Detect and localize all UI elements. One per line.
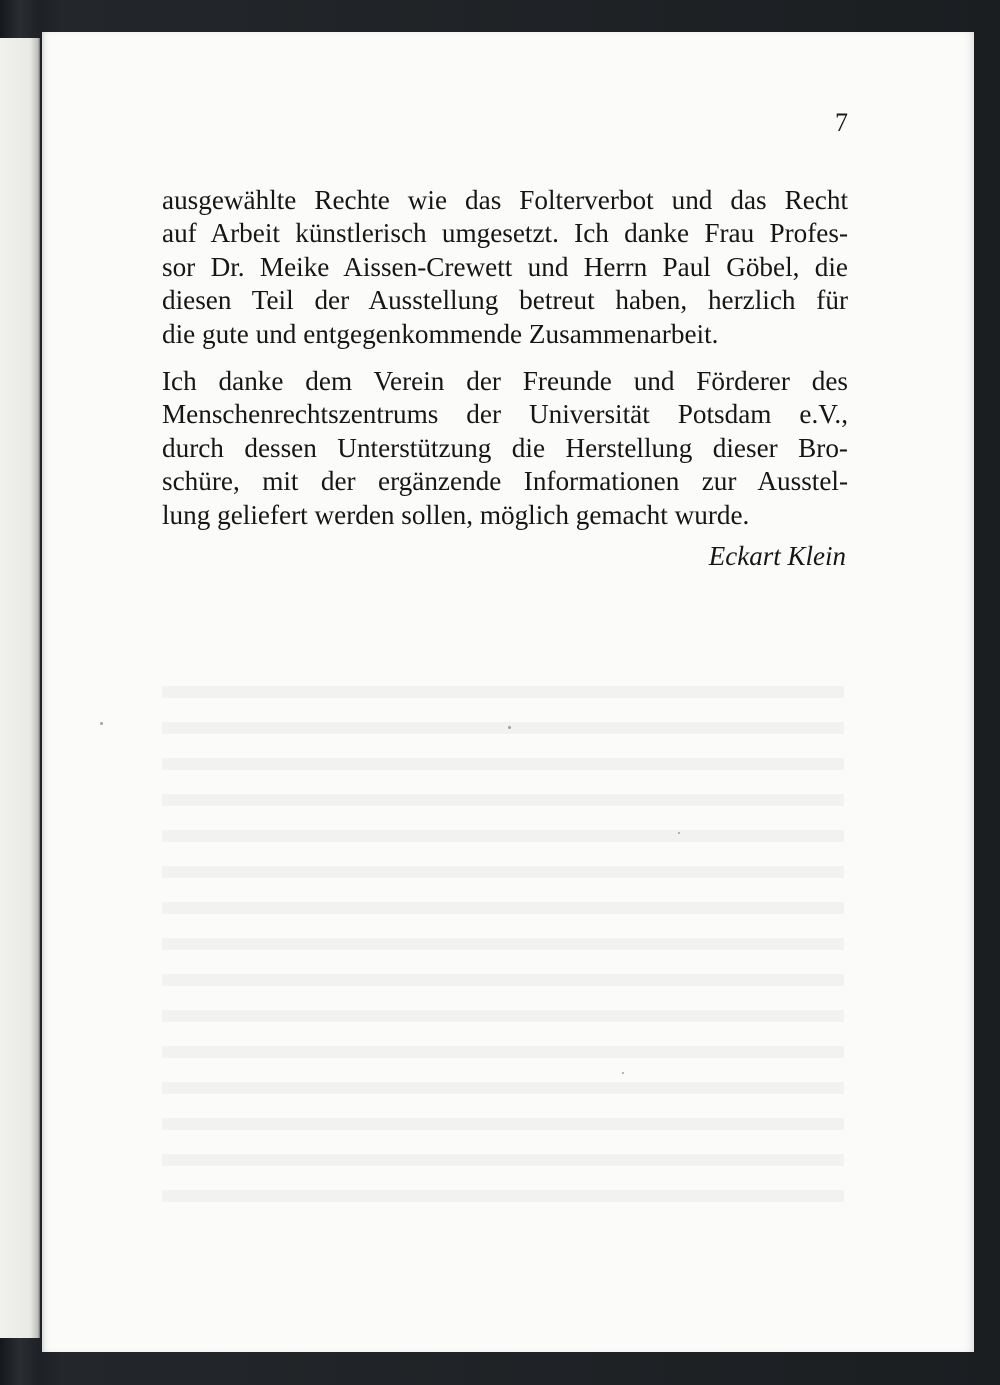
book-page	[42, 32, 974, 1352]
body-paragraph-2	[162, 365, 848, 532]
text-line: die gute und entgegenkommende Zusammenarbeit.	[162, 318, 719, 349]
text-line: schüre, mit der ergänzende Informationen zur Ausstel-	[162, 466, 848, 497]
page-number: 7	[835, 108, 848, 137]
facing-page-edge	[0, 38, 40, 1338]
dust-speck	[622, 1072, 624, 1074]
author-signature: Eckart Klein	[708, 541, 846, 571]
text-line: lung geliefert werden sollen, möglich gemacht wurde.	[162, 499, 750, 530]
body-paragraph-1	[162, 184, 848, 351]
text-line: auf Arbeit künstlerisch umgesetzt. Ich danke Frau Profes-	[162, 218, 848, 249]
text-line: diesen Teil der Ausstellung betreut haben, herzlich für	[162, 285, 848, 316]
text-line: ausgewählte Rechte wie das Folterverbot und das Recht	[162, 185, 848, 215]
show-through-texture	[162, 672, 844, 1212]
text-line: sor Dr. Meike Aissen-Crewett und Herrn Paul Göbel, die	[162, 251, 848, 282]
text-line: durch dessen Unterstützung die Herstellung dieser Bro-	[162, 432, 848, 463]
text-line: Menschenrechtszentrums der Universität Potsdam e.V.,	[162, 399, 848, 430]
dust-speck	[678, 832, 680, 834]
dust-speck	[100, 722, 103, 725]
text-line: Ich danke dem Verein der Freunde und Förderer des	[162, 366, 848, 396]
dust-speck	[508, 726, 511, 729]
